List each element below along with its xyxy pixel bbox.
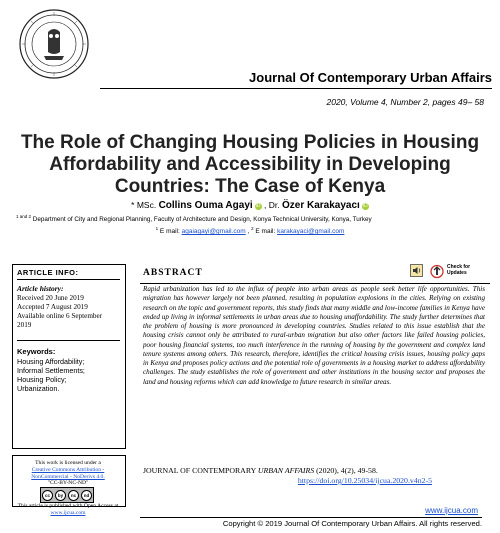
license-link[interactable]: Creative Commons Attribution - NonCommercial - NoDerivs 4.0. [31, 466, 105, 480]
check-for-updates-button[interactable] [430, 264, 490, 279]
keywords-heading: Keywords: [17, 347, 56, 356]
orcid-icon[interactable]: iD [255, 203, 261, 209]
cc-license-badge[interactable] [40, 487, 94, 503]
article-info-heading: ARTICLE INFO: [17, 268, 79, 277]
emails-line: $^1$ E mail: agaiagayi@gmail.com , $^2$ E mail: karakayaci@gmail.com [155, 226, 345, 236]
author1-name: Collins Ouma Agayi [158, 200, 253, 211]
journal-seal-logo [18, 8, 90, 80]
journal-title: Journal Of Contemporary Urban Affairs [249, 70, 492, 85]
check-updates-label: Check for Updates [447, 264, 471, 276]
author-separator: , Dr. [264, 200, 280, 210]
title-line: The Role of Changing Housing Policies in Housing [20, 132, 480, 153]
license-code: "CC-BY-NC-ND" [47, 480, 89, 487]
title-line: Countries: The Case of Kenya [114, 176, 386, 197]
history-item: Accepted 7 August 2019 [17, 303, 88, 311]
copyright-notice: Copyright © 2019 Journal Of Contemporary Urban Affairs. All rights reserved. [222, 519, 482, 528]
header-divider [100, 88, 492, 89]
keyword: Housing Policy; [17, 375, 67, 384]
article-title [10, 132, 490, 198]
abstract-text: Rapid urbanization has led to the influx of people into urban areas as people seek better life opportunities. This migration has however largely not been planned, resulting in population explosions in the cities. Relying on existing research on the topic and government reports, this study finds that many middle and low-income families in Kenya have ended up living in informal settlements in urban areas due to housing unaffordability. The study further determines that the problem of housing is more pronounced in developing countries. Studies related to this issue establish that the housing crisis cannot only be attributed to rural-urban migration but also other factors like failed housing policies, poor housing financial systems, too much interference in the running of housing by the government and complex land tenure systems among others. This research, therefore, identifies the critical housing crisis issues, housing policy gaps in Kenya and proposes policy actions and the potential role of governments in a housing market to address affordability challenges. The study establishes the role of government and other institutions in the housing sector and proposes the land and housing reforms which can add knowledge to future research in similar areas. [143, 285, 485, 386]
cc-icon: cc [42, 490, 53, 501]
author1-prefix: * MSc. [131, 200, 157, 210]
history-item: 2019 [17, 321, 32, 329]
issue-info: 2020, Volume 4, Number 2, pages 49– 58 [326, 97, 484, 107]
nd-icon: nd [81, 490, 92, 501]
affiliation [16, 214, 492, 223]
history-item: Received 20 June 2019 [17, 294, 84, 302]
by-icon: by [55, 490, 66, 501]
website-link[interactable]: www.ijcua.com [425, 506, 478, 515]
history-heading: Article history: [17, 284, 64, 293]
authors-line [0, 200, 500, 211]
abstract-divider [140, 283, 490, 284]
email1-link[interactable]: agaiagayi@gmail.com [181, 228, 246, 236]
author2-name: Özer Karakayacı [282, 200, 360, 211]
doi-link[interactable]: https://doi.org/10.25034/ijcua.2020.v4n2-5 [297, 476, 432, 485]
footer-divider [140, 517, 482, 518]
keyword: Housing Affordability; [17, 357, 85, 366]
nc-icon: nc [68, 490, 79, 501]
citation: JOURNAL OF CONTEMPORARY URBAN AFFAIRS (2020), 4(2), 49-58. [143, 466, 378, 475]
affiliation-marker: 1 and 2 [16, 214, 32, 219]
divider [17, 340, 120, 341]
license-text: This work is licensed under a Creative Commons Attribution - NonCommercial - NoDerivs 4.0. "CC-BY-NC-ND" [14, 460, 122, 487]
open-access-text: This article is published with Open Access at www.ijcua.com [17, 503, 119, 516]
email2-link[interactable]: karakayaci@gmail.com [277, 228, 345, 236]
history-item: Available online 6 September [17, 312, 103, 320]
orcid-icon[interactable]: iD [362, 203, 368, 209]
affiliation-text: Department of City and Regional Planning, Faculty of Architecture and Design, Konya Technical University, Konya, Turkey [32, 216, 372, 224]
keyword: Informal Settlements; [17, 366, 85, 375]
publisher-link[interactable]: www.ijcua.com [50, 509, 86, 516]
divider [17, 279, 120, 280]
check-updates-icon [430, 264, 444, 279]
keyword: Urbanization. [17, 384, 60, 393]
title-line: Affordability and Accessibility in Developing [49, 154, 451, 175]
speaker-icon[interactable] [410, 264, 423, 277]
abstract-heading: ABSTRACT [143, 268, 203, 278]
